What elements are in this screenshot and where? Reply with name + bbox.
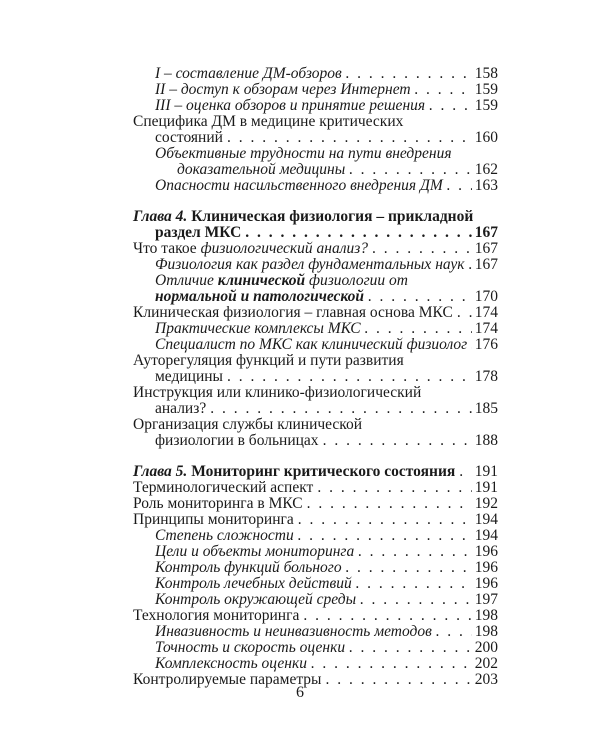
entry-text-bold: патологической xyxy=(253,288,365,305)
leader-dots xyxy=(298,528,472,544)
entry-text-bold: нормальной xyxy=(155,288,237,305)
entry-page: 167 xyxy=(474,256,498,273)
chapter-4-page: 167 xyxy=(474,224,498,241)
chapter-5-title: Мониторинг критического состояния xyxy=(191,463,456,480)
toc-entry xyxy=(133,114,498,146)
entry-text-bold: и xyxy=(236,288,254,305)
entry-page: 203 xyxy=(474,671,498,688)
entry-text: физиологии в больницах xyxy=(155,432,319,449)
leader-dots xyxy=(471,337,472,353)
leader-dots xyxy=(356,576,472,592)
entry-page: 196 xyxy=(474,559,498,576)
entry-text: III – оценка обзоров и принятие решения xyxy=(155,97,426,114)
entry-page: 178 xyxy=(474,368,498,385)
entry-page: 191 xyxy=(474,479,498,496)
toc-entry xyxy=(133,305,498,321)
entry-text: Комплексность оценки xyxy=(155,655,307,672)
entry-text: Роль мониторинга в МКС xyxy=(133,495,303,512)
entry-text: Контролируемые параметры xyxy=(133,671,322,688)
chapter-4-title-line2: раздел МКС xyxy=(155,224,242,241)
entry-page: 188 xyxy=(474,432,498,449)
toc-entry xyxy=(133,592,498,608)
leader-dots xyxy=(469,257,472,273)
toc-entry xyxy=(133,178,498,194)
chapter-4-label: Глава 4. xyxy=(133,208,188,225)
leader-dots xyxy=(298,512,472,528)
entry-page: 174 xyxy=(474,304,498,321)
entry-text: Клиническая физиология – главная основа МКС xyxy=(133,304,453,321)
entry-text: анализ? xyxy=(155,400,207,417)
entry-page: 202 xyxy=(474,655,498,672)
entry-text: медицины xyxy=(155,368,223,385)
entry-text: Отличие xyxy=(155,272,218,289)
table-of-contents xyxy=(133,66,498,688)
entry-page: 159 xyxy=(474,81,498,98)
leader-dots xyxy=(457,305,472,321)
toc-entry xyxy=(133,576,498,592)
entry-page: 198 xyxy=(474,607,498,624)
entry-page: 174 xyxy=(474,320,498,337)
entry-text: Инструкция или клинико-физиологический xyxy=(133,384,422,401)
toc-entry xyxy=(133,146,498,178)
entry-page: 194 xyxy=(474,511,498,528)
entry-page: 170 xyxy=(474,288,498,305)
toc-chapter-5 xyxy=(133,464,498,480)
leader-dots xyxy=(436,624,472,640)
entry-page: 192 xyxy=(474,495,498,512)
entry-text: Объективные трудности на пути внедрения xyxy=(155,145,452,162)
entry-page: 167 xyxy=(474,240,498,257)
page-number: 6 xyxy=(296,684,304,701)
toc-chapter-4 xyxy=(133,209,498,241)
leader-dots xyxy=(429,98,472,114)
leader-dots xyxy=(447,178,472,194)
toc-entry xyxy=(133,656,498,672)
entry-page: 162 xyxy=(474,161,498,178)
entry-text: II – доступ к обзорам через Интернет xyxy=(155,81,411,98)
entry-text: Специалист по МКС как клинический физиолог xyxy=(155,336,468,353)
toc-entry xyxy=(133,608,498,624)
leader-dots xyxy=(323,433,472,449)
toc-entry xyxy=(133,273,498,305)
entry-text-italic: физиологический анализ? xyxy=(200,240,369,257)
toc-block-3 xyxy=(133,480,498,688)
toc-entry xyxy=(133,496,498,512)
entry-page: 160 xyxy=(474,129,498,146)
leader-dots xyxy=(415,82,472,98)
entry-text: Цели и объекты мониторинга xyxy=(155,543,355,560)
entry-page: 197 xyxy=(474,591,498,608)
toc-block-1 xyxy=(133,66,498,194)
entry-page: 163 xyxy=(474,177,498,194)
leader-dots xyxy=(349,640,472,656)
entry-text: Принципы мониторинга xyxy=(133,511,294,528)
entry-text: Что такое xyxy=(133,240,201,257)
toc-entry xyxy=(133,560,498,576)
leader-dots xyxy=(311,656,472,672)
entry-text: физиологии от xyxy=(305,272,408,289)
entry-text: Практические комплексы МКС xyxy=(155,320,361,337)
entry-page: 158 xyxy=(474,65,498,82)
toc-entry xyxy=(133,353,498,385)
entry-text: Точность и скорость оценки xyxy=(155,639,346,656)
entry-text: состояний xyxy=(155,129,223,146)
toc-entry xyxy=(133,241,498,257)
toc-entry xyxy=(133,480,498,496)
toc-entry xyxy=(133,624,498,640)
leader-dots xyxy=(372,241,472,257)
entry-text: I – составление ДМ-обзоров xyxy=(155,65,342,82)
toc-entry xyxy=(133,98,498,114)
entry-text: Ауторегуляция функций и пути развития xyxy=(133,352,404,369)
leader-dots xyxy=(346,560,472,576)
entry-page: 176 xyxy=(474,336,498,353)
entry-page: 200 xyxy=(474,639,498,656)
leader-dots xyxy=(358,544,472,560)
entry-page: 196 xyxy=(474,543,498,560)
entry-page: 198 xyxy=(474,623,498,640)
toc-entry xyxy=(133,337,498,353)
leader-dots xyxy=(368,289,472,305)
leader-dots xyxy=(317,480,471,496)
chapter-5-page: 191 xyxy=(474,463,498,480)
leader-dots xyxy=(459,464,471,480)
entry-text: Контроль окружающей среды xyxy=(155,591,357,608)
entry-text: доказательной медицины xyxy=(177,161,346,178)
leader-dots xyxy=(346,66,472,82)
entry-text: Контроль функций больного xyxy=(155,559,342,576)
leader-dots xyxy=(349,162,472,178)
toc-entry xyxy=(133,528,498,544)
entry-text: Терминологический аспект xyxy=(133,479,314,496)
toc-entry xyxy=(133,257,498,273)
toc-entry xyxy=(133,321,498,337)
leader-dots xyxy=(365,321,472,337)
leader-dots xyxy=(227,130,472,146)
entry-text-bold: клинической xyxy=(217,272,306,289)
entry-text: Организация службы клинической xyxy=(133,416,363,433)
entry-text: Технология мониторинга xyxy=(133,607,300,624)
chapter-5-label: Глава 5. xyxy=(133,463,188,480)
leader-dots xyxy=(227,369,472,385)
leader-dots xyxy=(307,496,472,512)
entry-text: Физиология как раздел фундаментальных наук xyxy=(155,256,465,273)
entry-page: 159 xyxy=(474,97,498,114)
toc-entry xyxy=(133,544,498,560)
toc-entry xyxy=(133,417,498,449)
toc-entry xyxy=(133,385,498,417)
toc-entry xyxy=(133,66,498,82)
leader-dots xyxy=(360,592,472,608)
entry-text: Степень сложности xyxy=(155,527,294,544)
entry-page: 196 xyxy=(474,575,498,592)
entry-text: Опасности насильственного внедрения ДМ xyxy=(155,177,443,194)
toc-entry xyxy=(133,82,498,98)
entry-page: 194 xyxy=(474,527,498,544)
chapter-4-title-line1: Клиническая физиология – прикладной xyxy=(191,208,474,225)
leader-dots xyxy=(210,401,472,417)
leader-dots xyxy=(245,225,471,241)
entry-text: Специфика ДМ в медицине критических xyxy=(133,113,404,130)
toc-entry xyxy=(133,512,498,528)
leader-dots xyxy=(303,608,471,624)
toc-entry xyxy=(133,640,498,656)
entry-text: Контроль лечебных действий xyxy=(155,575,352,592)
entry-page: 185 xyxy=(474,400,498,417)
entry-text: Инвазивность и неинвазивность методов xyxy=(155,623,432,640)
